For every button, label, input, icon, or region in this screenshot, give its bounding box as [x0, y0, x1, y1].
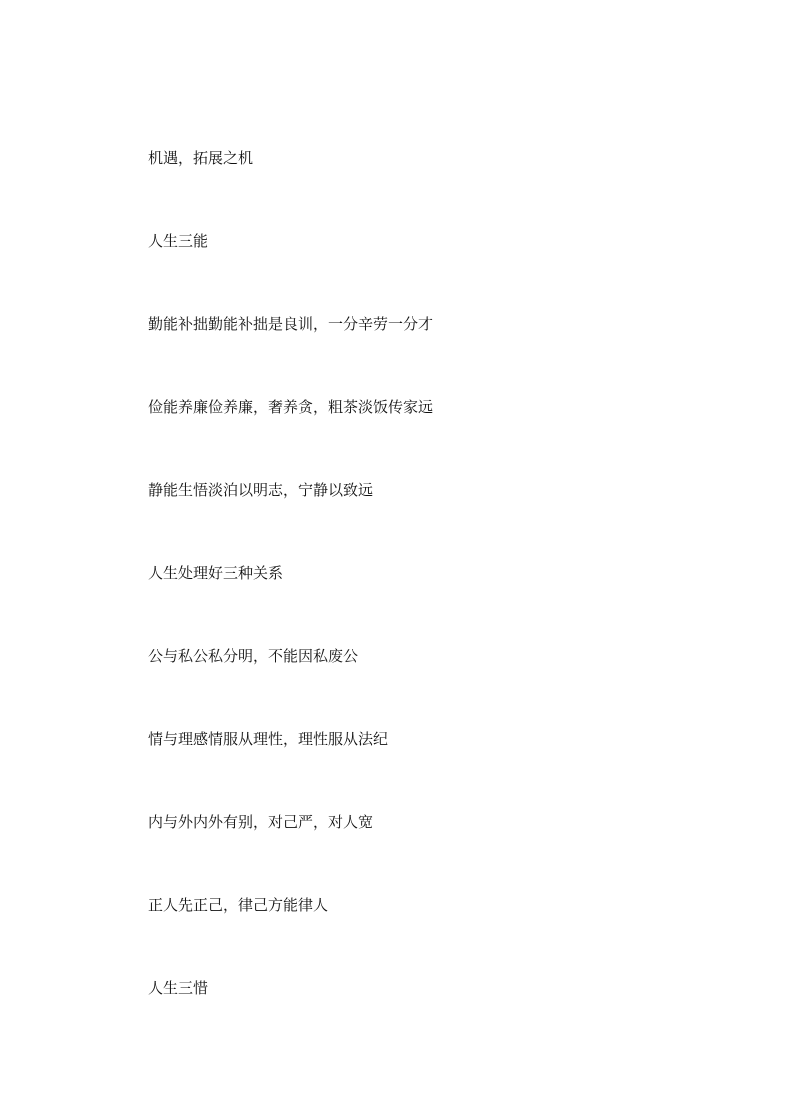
text-line: 内与外内外有别，对己严，对人宽: [148, 813, 374, 831]
section-heading: 人生处理好三种关系: [148, 564, 284, 582]
section-heading: 人生三能: [148, 232, 209, 250]
section-heading: 人生三惜: [148, 979, 209, 997]
text-line: 公与私公私分明，不能因私废公: [148, 647, 359, 665]
text-lines: [148, 144, 433, 1057]
text-line: 静能生悟淡泊以明志，宁静以致远: [148, 481, 374, 499]
text-line: 俭能养廉俭养廉，奢养贪，粗茶淡饭传家远: [148, 398, 434, 416]
text-line: 机遇，拓展之机: [148, 149, 254, 167]
text-line: 勤能补拙勤能补拙是良训，一分辛劳一分才: [148, 315, 434, 333]
text-line: 情与理感情服从理性，理性服从法纪: [148, 730, 389, 748]
text-line: 正人先正己，律己方能律人: [148, 896, 329, 914]
